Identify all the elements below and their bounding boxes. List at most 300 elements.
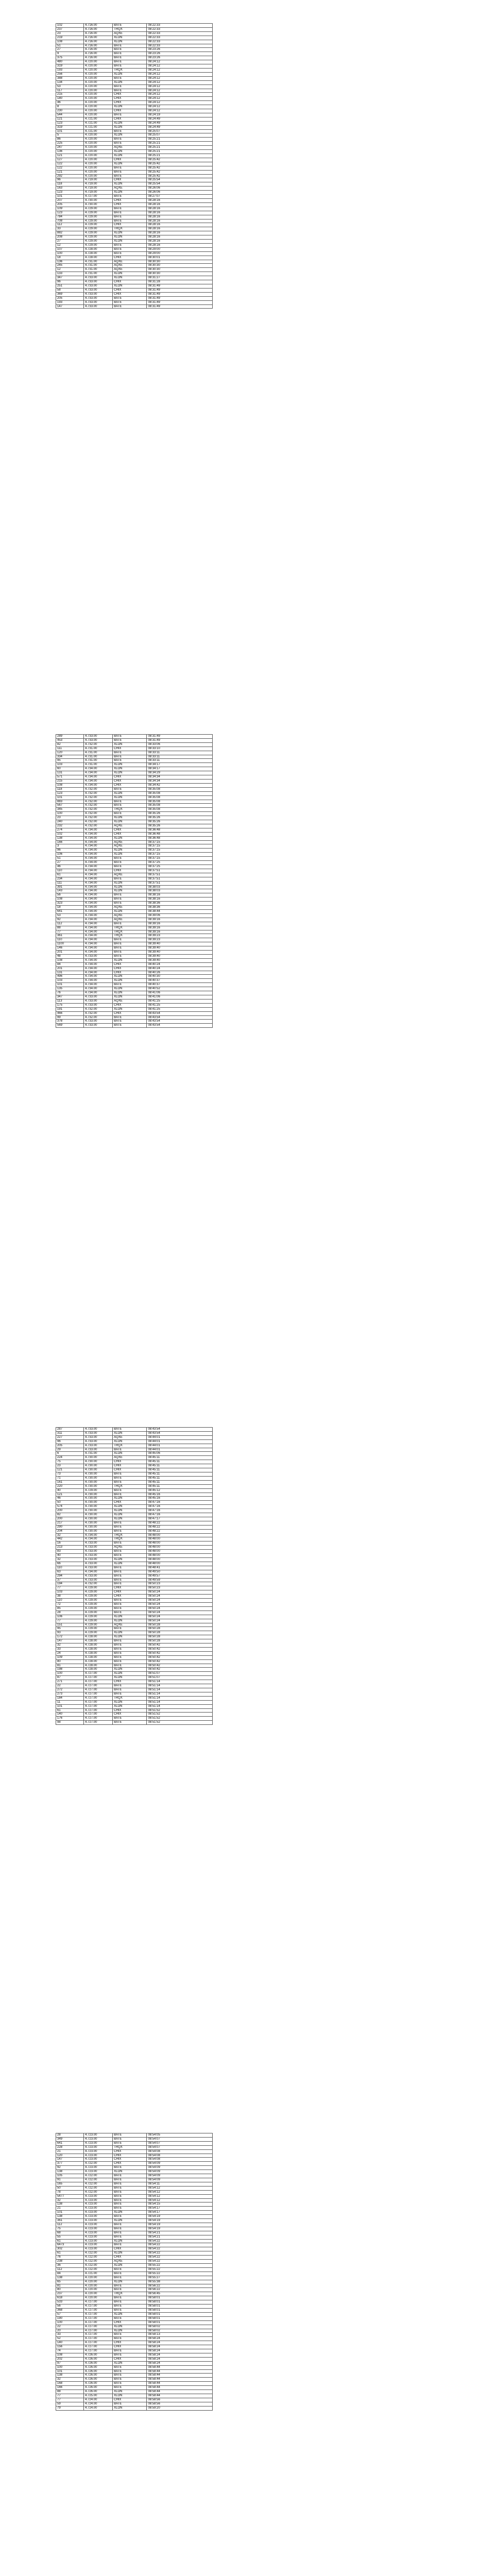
venue-cell: BATE — [113, 951, 147, 955]
venue-cell: CHIX — [113, 967, 147, 971]
volume-cell: 121 — [56, 1468, 84, 1472]
price-cell: 4.720.00 — [84, 2296, 113, 2300]
venue-cell: AQXE — [113, 840, 147, 844]
table-row — [56, 873, 213, 877]
volume-cell: 82 — [56, 742, 84, 747]
volume-cell: 27 — [56, 48, 84, 52]
volume-cell: 237 — [56, 2292, 84, 2296]
volume-cell: 180 — [56, 97, 84, 101]
volume-cell: 75 — [56, 1460, 84, 1464]
volume-cell: 93 — [56, 1631, 84, 1635]
table-row — [56, 48, 213, 52]
time-cell: 08:35:08 — [147, 800, 213, 804]
time-cell: 08:23:26 — [147, 56, 213, 60]
volume-cell: 166 — [56, 2386, 84, 2390]
price-cell: 4.729.00 — [84, 1631, 113, 1635]
price-cell: 4.733.00 — [84, 1024, 113, 1028]
time-cell: 08:24:49 — [147, 125, 213, 129]
price-cell: 4.734.00 — [84, 889, 113, 893]
time-cell: 08:40:24 — [147, 962, 213, 967]
price-cell: 4.720.00 — [84, 174, 113, 178]
price-cell: 4.729.00 — [84, 227, 113, 231]
time-cell: 08:37:51 — [147, 873, 213, 877]
table-row — [56, 2247, 213, 2251]
price-cell: 4.728.00 — [84, 1635, 113, 1639]
table-row — [56, 938, 213, 942]
venue-cell: BATE — [113, 166, 147, 170]
table-row — [56, 2382, 213, 2386]
venue-cell: BATE — [113, 48, 147, 52]
table-row — [56, 2374, 213, 2378]
price-cell: 4.722.00 — [84, 2182, 113, 2186]
table-row — [56, 1566, 213, 1570]
volume-cell: 205 — [56, 1444, 84, 1448]
time-cell: 08:56:22 — [147, 2284, 213, 2288]
volume-cell: 29 — [56, 1448, 84, 1452]
price-cell: 4.734.00 — [84, 967, 113, 971]
price-cell: 4.723.00 — [84, 2158, 113, 2162]
table-row — [56, 836, 213, 840]
time-cell: 08:40:37 — [147, 979, 213, 983]
venue-cell: BATE — [113, 897, 147, 902]
time-cell: 08:50:24 — [147, 1619, 213, 1623]
venue-cell: CHIX — [113, 2154, 147, 2158]
table-row — [56, 958, 213, 962]
venue-cell: BATE — [113, 174, 147, 178]
table-row — [56, 2149, 213, 2154]
venue-cell: XLON — [113, 2390, 147, 2394]
time-cell: 08:54:22 — [147, 2247, 213, 2251]
venue-cell: BATE — [113, 2178, 147, 2182]
volume-cell: 71 — [56, 1476, 84, 1480]
price-cell: 4.734.00 — [84, 975, 113, 979]
venue-cell: XLON — [113, 2394, 147, 2398]
volume-cell: 230 — [56, 109, 84, 113]
venue-cell: XLON — [113, 1615, 147, 1619]
price-cell: 4.729.00 — [84, 1602, 113, 1606]
table-row — [56, 89, 213, 93]
time-cell: 08:55:27 — [147, 2276, 213, 2280]
time-cell: 08:51:14 — [147, 1688, 213, 1692]
volume-cell: 361 — [56, 934, 84, 938]
time-cell: 08:40:52 — [147, 987, 213, 991]
volume-cell: 77 — [56, 930, 84, 934]
price-cell: 4.731.00 — [84, 268, 113, 272]
price-cell: 4.728.00 — [84, 247, 113, 251]
price-cell: 4.731.00 — [84, 264, 113, 268]
time-cell: 08:43:54 — [147, 1431, 213, 1435]
price-cell: 4.728.00 — [84, 1659, 113, 1664]
time-cell: 08:50:28 — [147, 1635, 213, 1639]
venue-cell: BATE — [113, 2333, 147, 2337]
price-cell: 4.727.00 — [84, 2337, 113, 2341]
price-cell: 4.727.00 — [84, 2329, 113, 2333]
table-row — [56, 1586, 213, 1590]
table-row — [56, 264, 213, 268]
time-cell: 08:35:26 — [147, 820, 213, 824]
table-row — [56, 865, 213, 869]
table-row — [56, 962, 213, 967]
venue-cell: XLON — [113, 1558, 147, 1562]
volume-cell: 163 — [56, 187, 84, 191]
venue-cell: BATE — [113, 300, 147, 304]
volume-cell: 78 — [56, 2190, 84, 2194]
venue-cell: TRQX — [113, 934, 147, 938]
table-row — [56, 987, 213, 991]
table-row — [56, 1488, 213, 1493]
table-row — [56, 1717, 213, 1721]
volume-cell: 56 — [56, 2304, 84, 2309]
table-row — [56, 2369, 213, 2374]
time-cell: 08:56:45 — [147, 2292, 213, 2296]
volume-cell: 108 — [56, 897, 84, 902]
price-cell: 4.733.00 — [84, 738, 113, 742]
venue-cell: CHIX — [113, 1468, 147, 1472]
volume-cell: 618 — [56, 2296, 84, 2300]
volume-cell: 100 — [56, 251, 84, 256]
venue-cell: XLON — [113, 2406, 147, 2410]
time-cell: 08:24:19 — [147, 113, 213, 117]
venue-cell: XLON — [113, 1007, 147, 1011]
table-row — [56, 775, 213, 779]
price-cell: 4.727.00 — [84, 2300, 113, 2304]
time-cell: 08:51:52 — [147, 1708, 213, 1713]
price-cell: 4.732.00 — [84, 800, 113, 804]
time-cell: 08:30:01 — [147, 256, 213, 260]
venue-cell: CHIX — [113, 1680, 147, 1684]
table-row — [56, 1431, 213, 1435]
price-cell: 4.721.00 — [84, 2272, 113, 2276]
venue-cell: CHIX — [113, 1595, 147, 1599]
price-cell: 4.732.00 — [84, 812, 113, 816]
table-row — [56, 2198, 213, 2202]
volume-cell: 22 — [56, 1684, 84, 1688]
table-row — [56, 195, 213, 199]
price-cell: 4.723.00 — [84, 2211, 113, 2215]
time-cell: 08:54:07 — [147, 2141, 213, 2145]
venue-cell: BATE — [113, 893, 147, 897]
volume-cell: 567 — [56, 804, 84, 808]
volume-cell: 122 — [56, 166, 84, 170]
venue-cell: XLON — [113, 1668, 147, 1672]
table-row — [56, 27, 213, 31]
table-row — [56, 64, 213, 69]
volume-cell: 98 — [56, 1721, 84, 1725]
price-cell: 4.733.00 — [84, 1574, 113, 1578]
volume-cell: 138 — [56, 2374, 84, 2378]
volume-cell: 58 — [56, 288, 84, 292]
table-row — [56, 820, 213, 824]
venue-cell: BATE — [113, 1692, 147, 1696]
venue-cell: XLON — [113, 889, 147, 893]
time-cell: 08:38:44 — [147, 909, 213, 913]
volume-cell: 88 — [56, 926, 84, 930]
venue-cell: XLON — [113, 1509, 147, 1513]
table-row — [56, 1003, 213, 1007]
table-row — [56, 227, 213, 231]
venue-cell: CHIX — [113, 1464, 147, 1468]
time-cell: 08:28:16 — [147, 219, 213, 223]
volume-cell: 323 — [56, 902, 84, 906]
time-cell: 08:38:16 — [147, 893, 213, 897]
table-row — [56, 2394, 213, 2398]
time-cell: 08:54:09 — [147, 2178, 213, 2182]
price-cell: 4.734.00 — [84, 844, 113, 849]
table-row — [56, 125, 213, 129]
price-cell: 4.729.00 — [84, 223, 113, 227]
table-row — [56, 1501, 213, 1505]
volume-cell: 108 — [56, 958, 84, 962]
table-row — [56, 844, 213, 849]
time-cell: 08:38:36 — [147, 906, 213, 910]
time-cell: 08:48:00 — [147, 1558, 213, 1562]
table-row — [56, 828, 213, 832]
volume-cell: 32 — [56, 2198, 84, 2202]
table-row — [56, 2316, 213, 2320]
time-cell: 08:50:42 — [147, 1668, 213, 1672]
time-cell: 08:35:26 — [147, 824, 213, 828]
time-cell: 08:38:36 — [147, 902, 213, 906]
venue-cell: BATE — [113, 170, 147, 174]
table-row — [56, 869, 213, 873]
volume-cell: 442 — [56, 1537, 84, 1541]
venue-cell: AQXE — [113, 2260, 147, 2264]
venue-cell: BATE — [113, 735, 147, 739]
time-cell: 08:39:40 — [147, 954, 213, 958]
time-cell: 08:50:23 — [147, 1582, 213, 1586]
table-row — [56, 272, 213, 276]
volume-cell: 496 — [56, 975, 84, 979]
price-cell: 4.720.00 — [84, 162, 113, 166]
volume-cell: 107 — [56, 247, 84, 251]
venue-cell: XLON — [113, 133, 147, 138]
time-cell: 08:50:23 — [147, 1586, 213, 1590]
table-row — [56, 276, 213, 280]
table-row — [56, 2219, 213, 2223]
table-row — [56, 909, 213, 913]
time-cell: 08:56:22 — [147, 2288, 213, 2292]
venue-cell: AQXE — [113, 824, 147, 828]
volume-cell: 146 — [56, 946, 84, 951]
volume-cell: 319 — [56, 125, 84, 129]
volume-cell: 73 — [56, 1472, 84, 1476]
table-row — [56, 1643, 213, 1648]
time-cell: 08:55:22 — [147, 2267, 213, 2272]
time-cell: 08:50:42 — [147, 1643, 213, 1648]
venue-cell: CHIX — [113, 93, 147, 97]
volume-cell: 156 — [56, 2345, 84, 2349]
volume-cell: 102 — [56, 24, 84, 28]
time-cell: 08:48:00 — [147, 1546, 213, 1550]
venue-cell: BATE — [113, 219, 147, 223]
time-cell: 08:50:24 — [147, 1595, 213, 1599]
volume-cell: 176 — [56, 1717, 84, 1721]
table-row — [56, 2280, 213, 2284]
venue-cell: BATE — [113, 2337, 147, 2341]
time-cell: 08:40:24 — [147, 967, 213, 971]
time-cell: 08:48:22 — [147, 1525, 213, 1529]
time-cell: 08:43:54 — [147, 1015, 213, 1020]
time-cell: 08:35:08 — [147, 787, 213, 791]
price-cell: 4.733.00 — [84, 1448, 113, 1452]
venue-cell: XLON — [113, 1505, 147, 1509]
time-cell: 08:35:08 — [147, 804, 213, 808]
price-cell: 4.727.00 — [84, 1704, 113, 1708]
volume-cell: 6 — [56, 1452, 84, 1456]
volume-cell: 95 — [56, 759, 84, 763]
volume-cell: 112 — [56, 223, 84, 227]
venue-cell: XLON — [113, 1631, 147, 1635]
time-cell: 08:30:30 — [147, 272, 213, 276]
venue-cell: BATE — [113, 983, 147, 987]
volume-cell: 28 — [56, 1611, 84, 1615]
table-row — [56, 1647, 213, 1651]
venue-cell: XLON — [113, 272, 147, 276]
time-cell: 08:37:25 — [147, 861, 213, 865]
venue-cell: XLON — [113, 2361, 147, 2365]
price-cell: 4.732.00 — [84, 824, 113, 828]
price-cell: 4.720.00 — [84, 93, 113, 97]
time-cell: 08:24:12 — [147, 101, 213, 105]
table-row — [56, 2406, 213, 2410]
price-cell: 4.730.00 — [84, 1493, 113, 1497]
volume-cell: 108 — [56, 2353, 84, 2357]
time-cell: 08:58:01 — [147, 2304, 213, 2309]
price-cell: 4.733.00 — [84, 304, 113, 309]
volume-cell: 133 — [56, 272, 84, 276]
volume-cell: 224 — [56, 1456, 84, 1460]
volume-cell: 147 — [56, 304, 84, 309]
price-cell: 4.727.00 — [84, 2349, 113, 2353]
table-row — [56, 2402, 213, 2406]
volume-cell: 109 — [56, 207, 84, 211]
time-cell: 08:58:01 — [147, 2300, 213, 2304]
volume-cell: 16 — [56, 1541, 84, 1546]
volume-cell: 32 — [56, 1558, 84, 1562]
volume-cell: 172 — [56, 1635, 84, 1639]
venue-cell: CHIX — [113, 97, 147, 101]
time-cell: 08:25:42 — [147, 158, 213, 162]
table-row — [56, 2337, 213, 2341]
price-cell: 4.726.00 — [84, 2353, 113, 2357]
venue-cell: BATE — [113, 1611, 147, 1615]
table-row — [56, 1606, 213, 1611]
table-row — [56, 1554, 213, 1558]
price-cell: 4.733.00 — [84, 999, 113, 1003]
price-cell: 4.728.00 — [84, 256, 113, 260]
price-cell: 4.729.00 — [84, 1595, 113, 1599]
volume-cell: 61 — [56, 1708, 84, 1713]
price-cell: 4.726.00 — [84, 2361, 113, 2365]
price-cell: 4.734.00 — [84, 987, 113, 991]
volume-cell: 347 — [56, 995, 84, 999]
time-cell: 08:35:08 — [147, 808, 213, 812]
price-cell: 4.727.00 — [84, 2345, 113, 2349]
price-cell: 4.734.00 — [84, 1533, 113, 1537]
venue-cell: TRQX — [113, 227, 147, 231]
volume-cell: 201 — [56, 951, 84, 955]
volume-cell: 33 — [56, 227, 84, 231]
time-cell: 08:40:26 — [147, 971, 213, 975]
table-row — [56, 946, 213, 951]
table-row — [56, 292, 213, 296]
price-cell: 4.723.00 — [84, 2247, 113, 2251]
price-cell: 4.733.00 — [84, 1562, 113, 1566]
price-cell: 4.732.00 — [84, 795, 113, 800]
table-row — [56, 2296, 213, 2300]
venue-cell: BATE — [113, 2182, 147, 2186]
venue-cell: AQXE — [113, 844, 147, 849]
price-cell: 4.723.00 — [84, 2202, 113, 2207]
price-cell: 4.728.00 — [84, 1647, 113, 1651]
table-row — [56, 296, 213, 300]
table-row — [56, 2251, 213, 2256]
venue-cell: BATE — [113, 1448, 147, 1452]
time-cell: 08:50:42 — [147, 1664, 213, 1668]
volume-cell: 12 — [56, 243, 84, 247]
price-cell: 4.729.00 — [84, 235, 113, 240]
time-cell: 08:25:07 — [147, 129, 213, 133]
price-cell: 4.729.00 — [84, 215, 113, 219]
price-cell: 4.723.00 — [84, 2170, 113, 2174]
table-row — [56, 1476, 213, 1480]
price-cell: 4.731.00 — [84, 763, 113, 767]
venue-cell: BATE — [113, 954, 147, 958]
volume-cell: 345 — [56, 808, 84, 812]
venue-cell: XLON — [113, 742, 147, 747]
price-cell: 4.720.00 — [84, 109, 113, 113]
price-cell: 4.731.00 — [84, 747, 113, 751]
venue-cell: XLON — [113, 1439, 147, 1444]
table-row — [56, 68, 213, 72]
time-cell: 08:51:14 — [147, 1700, 213, 1704]
table-row — [56, 1497, 213, 1501]
time-cell: 08:48:22 — [147, 1529, 213, 1533]
volume-cell: 81 — [56, 2284, 84, 2288]
venue-cell: TRQX — [113, 68, 147, 72]
venue-cell: CHIX — [113, 2320, 147, 2325]
price-cell: 4.723.00 — [84, 2235, 113, 2239]
venue-cell: CHIX — [113, 2357, 147, 2361]
table-row — [56, 142, 213, 146]
price-cell: 4.727.00 — [84, 1688, 113, 1692]
volume-cell: 118 — [56, 182, 84, 187]
table-row — [56, 2300, 213, 2304]
table-row — [56, 170, 213, 174]
price-cell: 4.720.00 — [84, 158, 113, 162]
table-row — [56, 44, 213, 48]
time-cell: 08:36:48 — [147, 832, 213, 836]
price-cell: 4.716.00 — [84, 44, 113, 48]
price-cell: 4.734.00 — [84, 938, 113, 942]
price-cell: 4.734.00 — [84, 832, 113, 836]
time-cell: 08:37:15 — [147, 840, 213, 844]
venue-cell: CHIX — [113, 779, 147, 783]
table-row — [56, 1537, 213, 1541]
venue-cell: CHIX — [113, 256, 147, 260]
table-row — [56, 2174, 213, 2178]
time-cell: 08:45:16 — [147, 1493, 213, 1497]
price-cell: 4.719.00 — [84, 178, 113, 182]
venue-cell: BATE — [113, 2223, 147, 2227]
price-cell: 4.730.00 — [84, 1513, 113, 1517]
venue-cell: BATE — [113, 1627, 147, 1631]
time-cell: 08:35:26 — [147, 816, 213, 820]
price-cell: 4.720.00 — [84, 142, 113, 146]
time-cell: 08:54:22 — [147, 2256, 213, 2260]
price-cell: 4.734.00 — [84, 861, 113, 865]
venue-cell: XLON — [113, 1452, 147, 1456]
